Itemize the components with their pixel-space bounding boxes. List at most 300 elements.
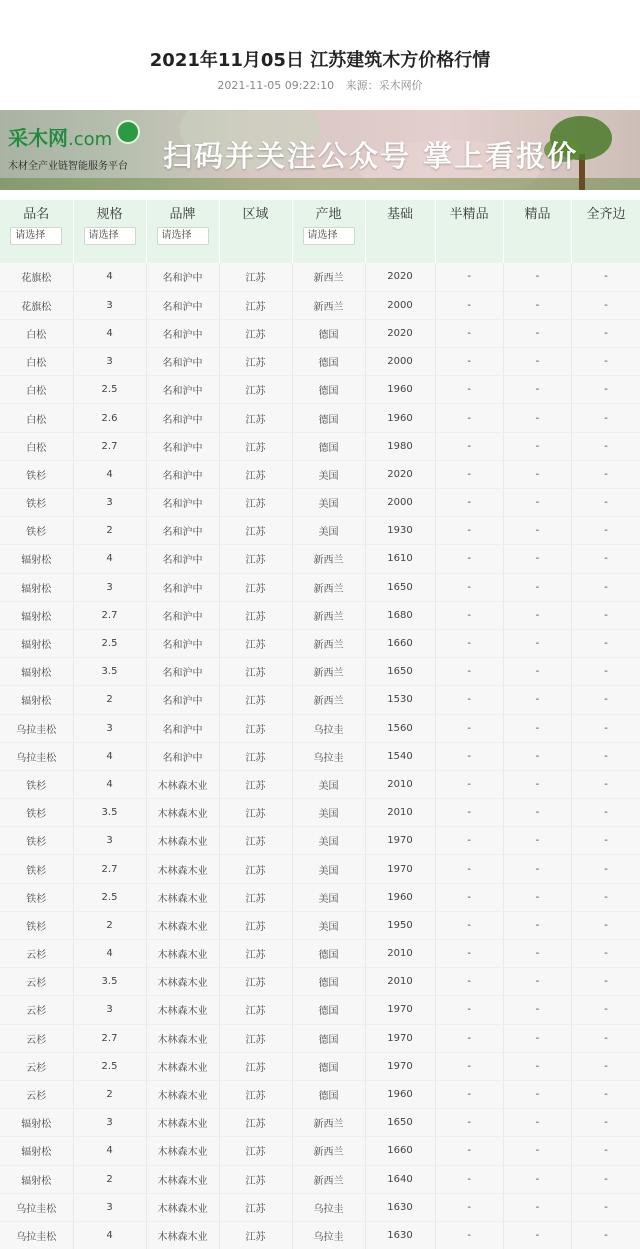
cell-full-edge: - xyxy=(572,319,640,347)
cell-name: 乌拉圭松 xyxy=(0,1221,73,1249)
cell-fine: - xyxy=(503,658,571,686)
cell-semi-fine: - xyxy=(435,827,503,855)
cell-fine: - xyxy=(503,968,571,996)
cell-region: 江苏 xyxy=(219,291,292,319)
cell-region: 江苏 xyxy=(219,629,292,657)
cell-fine: - xyxy=(503,601,571,629)
cell-base-price: 1630 xyxy=(365,1193,435,1221)
column-header-fine: 精品 xyxy=(503,200,571,263)
cell-semi-fine: - xyxy=(435,348,503,376)
cell-fine: - xyxy=(503,855,571,883)
cell-origin: 新西兰 xyxy=(292,658,365,686)
cell-base-price: 1970 xyxy=(365,827,435,855)
cell-name: 铁杉 xyxy=(0,517,73,545)
cell-fine: - xyxy=(503,911,571,939)
cell-spec: 4 xyxy=(73,545,146,573)
cell-fine: - xyxy=(503,1221,571,1249)
cell-origin: 新西兰 xyxy=(292,573,365,601)
origin-filter-select[interactable]: 请选择 xyxy=(303,227,355,245)
cell-full-edge: - xyxy=(572,517,640,545)
cell-name: 白松 xyxy=(0,404,73,432)
cell-spec: 2 xyxy=(73,686,146,714)
cell-fine: - xyxy=(503,460,571,488)
column-header-spec: 规格 请选择 xyxy=(73,200,146,263)
cell-name: 辐射松 xyxy=(0,686,73,714)
cell-spec: 4 xyxy=(73,263,146,291)
table-row xyxy=(0,770,640,798)
cell-spec: 4 xyxy=(73,770,146,798)
cell-name: 铁杉 xyxy=(0,855,73,883)
cell-spec: 2.5 xyxy=(73,376,146,404)
cell-origin: 德国 xyxy=(292,1080,365,1108)
logo-tagline: 木材全产业链智能服务平台 xyxy=(8,161,128,172)
cell-base-price: 1960 xyxy=(365,376,435,404)
cell-spec: 2.5 xyxy=(73,883,146,911)
cell-semi-fine: - xyxy=(435,573,503,601)
cell-brand: 名和沪中 xyxy=(146,658,219,686)
cell-origin: 美国 xyxy=(292,799,365,827)
cell-origin: 新西兰 xyxy=(292,686,365,714)
cell-fine: - xyxy=(503,1080,571,1108)
cell-base-price: 2010 xyxy=(365,799,435,827)
cell-semi-fine: - xyxy=(435,263,503,291)
cell-name: 白松 xyxy=(0,376,73,404)
cell-full-edge: - xyxy=(572,432,640,460)
cell-name: 铁杉 xyxy=(0,460,73,488)
cell-spec: 3 xyxy=(73,996,146,1024)
cell-name: 云杉 xyxy=(0,1080,73,1108)
cell-fine: - xyxy=(503,883,571,911)
cell-full-edge: - xyxy=(572,911,640,939)
cell-base-price: 1660 xyxy=(365,1137,435,1165)
cell-semi-fine: - xyxy=(435,1052,503,1080)
cell-region: 江苏 xyxy=(219,855,292,883)
cell-semi-fine: - xyxy=(435,1080,503,1108)
cell-name: 辐射松 xyxy=(0,1165,73,1193)
table-row xyxy=(0,940,640,968)
brand-logo[interactable] xyxy=(8,122,158,172)
cell-name: 云杉 xyxy=(0,968,73,996)
cell-spec: 4 xyxy=(73,1137,146,1165)
cell-full-edge: - xyxy=(572,404,640,432)
cell-region: 江苏 xyxy=(219,460,292,488)
cell-brand: 名和沪中 xyxy=(146,432,219,460)
cell-fine: - xyxy=(503,489,571,517)
page-title: 2021年11月05日 江苏建筑木方价格行情 xyxy=(149,50,491,71)
cell-region: 江苏 xyxy=(219,1109,292,1137)
cell-name: 铁杉 xyxy=(0,911,73,939)
cell-region: 江苏 xyxy=(219,799,292,827)
cell-spec: 4 xyxy=(73,1221,146,1249)
cell-brand: 名和沪中 xyxy=(146,319,219,347)
cell-name: 白松 xyxy=(0,432,73,460)
cell-brand: 木林森木业 xyxy=(146,1052,219,1080)
cell-origin: 新西兰 xyxy=(292,629,365,657)
cell-origin: 德国 xyxy=(292,996,365,1024)
cell-semi-fine: - xyxy=(435,291,503,319)
cell-brand: 名和沪中 xyxy=(146,742,219,770)
cell-full-edge: - xyxy=(572,883,640,911)
cell-region: 江苏 xyxy=(219,770,292,798)
cell-fine: - xyxy=(503,827,571,855)
cell-full-edge: - xyxy=(572,1080,640,1108)
cell-region: 江苏 xyxy=(219,573,292,601)
cell-spec: 2 xyxy=(73,517,146,545)
cell-region: 江苏 xyxy=(219,376,292,404)
cell-base-price: 1650 xyxy=(365,658,435,686)
cell-full-edge: - xyxy=(572,799,640,827)
cell-name: 乌拉圭松 xyxy=(0,714,73,742)
cell-name: 铁杉 xyxy=(0,827,73,855)
brand-filter-select[interactable]: 请选择 xyxy=(157,227,209,245)
cell-origin: 德国 xyxy=(292,404,365,432)
cell-full-edge: - xyxy=(572,686,640,714)
cell-brand: 名和沪中 xyxy=(146,404,219,432)
banner-slogan: 扫码并关注公众号 掌上看报价 xyxy=(163,139,579,173)
cell-name: 花旗松 xyxy=(0,291,73,319)
cell-full-edge: - xyxy=(572,460,640,488)
cell-brand: 木林森木业 xyxy=(146,1193,219,1221)
cell-spec: 3 xyxy=(73,1109,146,1137)
cell-semi-fine: - xyxy=(435,319,503,347)
cell-spec: 2.6 xyxy=(73,404,146,432)
table-row xyxy=(0,714,640,742)
column-header-full-edge: 全齐边 xyxy=(586,207,626,222)
cell-spec: 3 xyxy=(73,1193,146,1221)
name-filter-select[interactable]: 请选择 xyxy=(10,227,62,245)
column-header-name: 品名 请选择 xyxy=(0,200,73,263)
cell-brand: 木林森木业 xyxy=(146,996,219,1024)
cell-brand: 木林森木业 xyxy=(146,770,219,798)
column-header-semi-fine: 半精品 xyxy=(435,200,503,263)
cell-spec: 3 xyxy=(73,827,146,855)
cell-brand: 名和沪中 xyxy=(146,489,219,517)
cell-brand: 名和沪中 xyxy=(146,291,219,319)
table-row xyxy=(0,263,640,291)
cell-name: 白松 xyxy=(0,348,73,376)
cell-fine: - xyxy=(503,291,571,319)
cell-brand: 名和沪中 xyxy=(146,263,219,291)
mascot-icon xyxy=(116,120,140,144)
cell-full-edge: - xyxy=(572,827,640,855)
cell-semi-fine: - xyxy=(435,714,503,742)
cell-spec: 4 xyxy=(73,460,146,488)
cell-name: 辐射松 xyxy=(0,601,73,629)
table-body xyxy=(0,263,640,1249)
cell-spec: 2 xyxy=(73,1080,146,1108)
cell-spec: 3.5 xyxy=(73,658,146,686)
cell-semi-fine: - xyxy=(435,911,503,939)
cell-origin: 新西兰 xyxy=(292,1109,365,1137)
cell-base-price: 2020 xyxy=(365,263,435,291)
cell-base-price: 1630 xyxy=(365,1221,435,1249)
table-row xyxy=(0,1221,640,1249)
cell-name: 云杉 xyxy=(0,1024,73,1052)
cell-semi-fine: - xyxy=(435,1193,503,1221)
cell-semi-fine: - xyxy=(435,432,503,460)
cell-base-price: 1960 xyxy=(365,404,435,432)
cell-brand: 木林森木业 xyxy=(146,1165,219,1193)
cell-name: 辐射松 xyxy=(0,1137,73,1165)
cell-region: 江苏 xyxy=(219,996,292,1024)
cell-origin: 新西兰 xyxy=(292,1165,365,1193)
cell-fine: - xyxy=(503,1024,571,1052)
cell-spec: 2.7 xyxy=(73,432,146,460)
cell-base-price: 1650 xyxy=(365,573,435,601)
table-row xyxy=(0,827,640,855)
cell-semi-fine: - xyxy=(435,1221,503,1249)
cell-brand: 名和沪中 xyxy=(146,460,219,488)
cell-base-price: 1970 xyxy=(365,855,435,883)
cell-origin: 乌拉圭 xyxy=(292,1221,365,1249)
cell-spec: 3 xyxy=(73,489,146,517)
cell-semi-fine: - xyxy=(435,1165,503,1193)
cell-name: 云杉 xyxy=(0,940,73,968)
cell-base-price: 1960 xyxy=(365,1080,435,1108)
logo-wordmark: 采木网.com xyxy=(8,126,113,150)
cell-name: 白松 xyxy=(0,319,73,347)
cell-base-price: 2020 xyxy=(365,319,435,347)
cell-base-price: 1950 xyxy=(365,911,435,939)
cell-semi-fine: - xyxy=(435,629,503,657)
cell-fine: - xyxy=(503,432,571,460)
cell-fine: - xyxy=(503,996,571,1024)
cell-region: 江苏 xyxy=(219,517,292,545)
cell-semi-fine: - xyxy=(435,404,503,432)
cell-semi-fine: - xyxy=(435,742,503,770)
cell-brand: 木林森木业 xyxy=(146,1109,219,1137)
cell-spec: 3 xyxy=(73,573,146,601)
cell-full-edge: - xyxy=(572,1137,640,1165)
cell-name: 花旗松 xyxy=(0,263,73,291)
table-row xyxy=(0,348,640,376)
cell-brand: 木林森木业 xyxy=(146,1221,219,1249)
cell-origin: 德国 xyxy=(292,376,365,404)
table-row xyxy=(0,573,640,601)
cell-base-price: 2000 xyxy=(365,348,435,376)
column-header-brand: 品牌 请选择 xyxy=(146,200,219,263)
cell-brand: 名和沪中 xyxy=(146,517,219,545)
cell-origin: 乌拉圭 xyxy=(292,714,365,742)
cell-base-price: 1660 xyxy=(365,629,435,657)
cell-spec: 4 xyxy=(73,319,146,347)
cell-full-edge: - xyxy=(572,968,640,996)
cell-name: 云杉 xyxy=(0,996,73,1024)
cell-name: 铁杉 xyxy=(0,883,73,911)
cell-semi-fine: - xyxy=(435,601,503,629)
cell-semi-fine: - xyxy=(435,1137,503,1165)
cell-region: 江苏 xyxy=(219,968,292,996)
cell-region: 江苏 xyxy=(219,1080,292,1108)
cell-brand: 木林森木业 xyxy=(146,968,219,996)
cell-fine: - xyxy=(503,1137,571,1165)
cell-region: 江苏 xyxy=(219,489,292,517)
cell-fine: - xyxy=(503,1193,571,1221)
cell-name: 铁杉 xyxy=(0,799,73,827)
cell-brand: 名和沪中 xyxy=(146,714,219,742)
cell-spec: 2.5 xyxy=(73,1052,146,1080)
cell-spec: 2.7 xyxy=(73,855,146,883)
cell-base-price: 1610 xyxy=(365,545,435,573)
cell-brand: 名和沪中 xyxy=(146,573,219,601)
cell-brand: 木林森木业 xyxy=(146,940,219,968)
cell-full-edge: - xyxy=(572,263,640,291)
cell-name: 辐射松 xyxy=(0,658,73,686)
cell-full-edge: - xyxy=(572,348,640,376)
cell-semi-fine: - xyxy=(435,545,503,573)
cell-base-price: 1970 xyxy=(365,1052,435,1080)
table-row xyxy=(0,489,640,517)
cell-name: 铁杉 xyxy=(0,770,73,798)
price-table xyxy=(0,200,640,1249)
table-row xyxy=(0,376,640,404)
cell-full-edge: - xyxy=(572,489,640,517)
cell-spec: 4 xyxy=(73,940,146,968)
cell-full-edge: - xyxy=(572,601,640,629)
cell-fine: - xyxy=(503,545,571,573)
cell-full-edge: - xyxy=(572,1193,640,1221)
cell-brand: 木林森木业 xyxy=(146,1024,219,1052)
cell-origin: 美国 xyxy=(292,770,365,798)
cell-region: 江苏 xyxy=(219,1165,292,1193)
cell-origin: 美国 xyxy=(292,517,365,545)
cell-origin: 德国 xyxy=(292,1052,365,1080)
cell-semi-fine: - xyxy=(435,996,503,1024)
cell-origin: 德国 xyxy=(292,348,365,376)
cell-brand: 名和沪中 xyxy=(146,376,219,404)
cell-full-edge: - xyxy=(572,291,640,319)
table-row xyxy=(0,855,640,883)
cell-full-edge: - xyxy=(572,658,640,686)
cell-semi-fine: - xyxy=(435,770,503,798)
table-row xyxy=(0,799,640,827)
promo-banner[interactable] xyxy=(0,110,640,190)
cell-name: 乌拉圭松 xyxy=(0,1193,73,1221)
cell-full-edge: - xyxy=(572,742,640,770)
cell-region: 江苏 xyxy=(219,883,292,911)
cell-semi-fine: - xyxy=(435,376,503,404)
cell-origin: 德国 xyxy=(292,1024,365,1052)
cell-fine: - xyxy=(503,348,571,376)
cell-fine: - xyxy=(503,517,571,545)
cell-brand: 木林森木业 xyxy=(146,827,219,855)
cell-semi-fine: - xyxy=(435,658,503,686)
cell-region: 江苏 xyxy=(219,1137,292,1165)
cell-brand: 木林森木业 xyxy=(146,1080,219,1108)
cell-fine: - xyxy=(503,1052,571,1080)
cell-origin: 德国 xyxy=(292,968,365,996)
column-header-base-price: 基础 xyxy=(365,200,435,263)
cell-fine: - xyxy=(503,799,571,827)
cell-brand: 木林森木业 xyxy=(146,883,219,911)
cell-origin: 美国 xyxy=(292,883,365,911)
cell-semi-fine: - xyxy=(435,1024,503,1052)
cell-origin: 新西兰 xyxy=(292,1137,365,1165)
cell-brand: 木林森木业 xyxy=(146,799,219,827)
cell-base-price: 1970 xyxy=(365,996,435,1024)
table-row xyxy=(0,1024,640,1052)
cell-spec: 2 xyxy=(73,1165,146,1193)
cell-semi-fine: - xyxy=(435,460,503,488)
cell-fine: - xyxy=(503,940,571,968)
cell-spec: 3.5 xyxy=(73,799,146,827)
cell-region: 江苏 xyxy=(219,827,292,855)
cell-origin: 新西兰 xyxy=(292,545,365,573)
spec-filter-select[interactable]: 请选择 xyxy=(84,227,136,245)
cell-full-edge: - xyxy=(572,1109,640,1137)
table-row xyxy=(0,1137,640,1165)
table-row xyxy=(0,601,640,629)
table-row xyxy=(0,883,640,911)
cell-base-price: 1640 xyxy=(365,1165,435,1193)
cell-fine: - xyxy=(503,573,571,601)
cell-base-price: 2010 xyxy=(365,968,435,996)
cell-name: 辐射松 xyxy=(0,573,73,601)
table-row xyxy=(0,742,640,770)
cell-origin: 德国 xyxy=(292,432,365,460)
table-row xyxy=(0,404,640,432)
cell-base-price: 1540 xyxy=(365,742,435,770)
cell-spec: 3 xyxy=(73,714,146,742)
cell-region: 江苏 xyxy=(219,319,292,347)
table-row xyxy=(0,996,640,1024)
cell-brand: 名和沪中 xyxy=(146,601,219,629)
cell-base-price: 1980 xyxy=(365,432,435,460)
table-row xyxy=(0,291,640,319)
cell-base-price: 1560 xyxy=(365,714,435,742)
table-row xyxy=(0,686,640,714)
cell-origin: 德国 xyxy=(292,319,365,347)
cell-origin: 美国 xyxy=(292,855,365,883)
table-row xyxy=(0,460,640,488)
table-row xyxy=(0,968,640,996)
cell-base-price: 2020 xyxy=(365,460,435,488)
table-row xyxy=(0,1052,640,1080)
cell-origin: 美国 xyxy=(292,489,365,517)
cell-base-price: 2000 xyxy=(365,489,435,517)
cell-base-price: 1960 xyxy=(365,883,435,911)
cell-base-price: 1650 xyxy=(365,1109,435,1137)
cell-region: 江苏 xyxy=(219,1193,292,1221)
cell-full-edge: - xyxy=(572,940,640,968)
cell-brand: 名和沪中 xyxy=(146,545,219,573)
cell-fine: - xyxy=(503,629,571,657)
cell-full-edge: - xyxy=(572,629,640,657)
cell-spec: 3 xyxy=(73,348,146,376)
table-row xyxy=(0,911,640,939)
cell-region: 江苏 xyxy=(219,714,292,742)
cell-semi-fine: - xyxy=(435,517,503,545)
table-row xyxy=(0,658,640,686)
cell-origin: 德国 xyxy=(292,940,365,968)
cell-region: 江苏 xyxy=(219,601,292,629)
cell-fine: - xyxy=(503,376,571,404)
cell-spec: 2.5 xyxy=(73,629,146,657)
table-row xyxy=(0,432,640,460)
cell-region: 江苏 xyxy=(219,432,292,460)
cell-semi-fine: - xyxy=(435,686,503,714)
cell-name: 云杉 xyxy=(0,1052,73,1080)
cell-region: 江苏 xyxy=(219,658,292,686)
cell-region: 江苏 xyxy=(219,348,292,376)
cell-full-edge: - xyxy=(572,1052,640,1080)
cell-semi-fine: - xyxy=(435,940,503,968)
cell-full-edge: - xyxy=(572,996,640,1024)
table-row xyxy=(0,1165,640,1193)
cell-base-price: 1970 xyxy=(365,1024,435,1052)
cell-full-edge: - xyxy=(572,714,640,742)
cell-full-edge: - xyxy=(572,1024,640,1052)
